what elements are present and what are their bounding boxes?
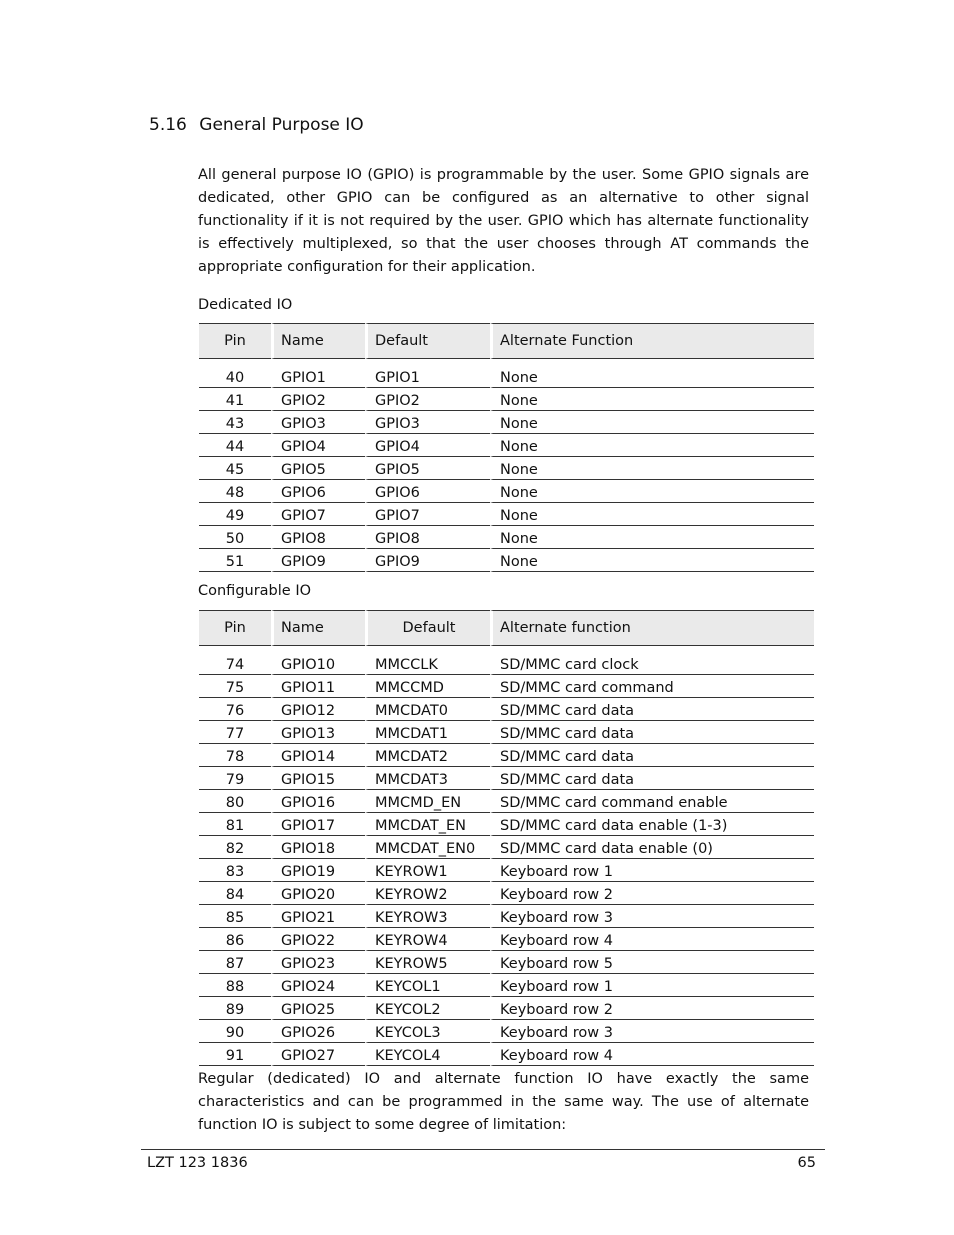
dedicated-io-body <box>199 359 814 572</box>
footer-divider <box>141 1149 825 1150</box>
cell-pin: 89 <box>199 997 271 1020</box>
table-row <box>199 790 814 813</box>
table-row <box>199 905 814 928</box>
cell-alternate-function: None <box>490 365 814 388</box>
cell-alternate-function: None <box>490 434 814 457</box>
cell-name: GPIO3 <box>271 411 365 434</box>
cell-default: GPIO8 <box>365 526 490 549</box>
cell-pin: 88 <box>199 974 271 997</box>
cell-alternate-function: SD/MMC card data enable (0) <box>490 836 814 859</box>
intro-paragraph: All general purpose IO (GPIO) is programmable by the user. Some GPIO signals are dedicated, other GPIO can be configured as an alternative to other signal functionality if it is not required by the user. GPIO which has alternate functionality is effectively multiplexed, so that the user chooses through AT commands the appropriate configuration for their application. <box>198 167 809 275</box>
cell-pin: 74 <box>199 652 271 675</box>
table-row <box>199 411 814 434</box>
table-row <box>199 675 814 698</box>
cell-alternate-function: SD/MMC card data <box>490 698 814 721</box>
cell-alternate-function: Keyboard row 2 <box>490 882 814 905</box>
header-default: Default <box>365 323 490 359</box>
cell-alternate-function: None <box>490 411 814 434</box>
cell-default: KEYROW3 <box>365 905 490 928</box>
cell-pin: 45 <box>199 457 271 480</box>
cell-alternate-function: Keyboard row 3 <box>490 1020 814 1043</box>
cell-alternate-function: Keyboard row 4 <box>490 1043 814 1066</box>
configurable-io-label: Configurable IO <box>198 583 312 599</box>
cell-pin: 84 <box>199 882 271 905</box>
cell-alternate-function: None <box>490 526 814 549</box>
cell-name: GPIO23 <box>271 951 365 974</box>
table-row <box>199 928 814 951</box>
footer-doc-number: LZT 123 1836 <box>147 1155 248 1171</box>
configurable-io-body <box>199 646 814 1066</box>
table-row <box>199 652 814 675</box>
cell-default: MMCDAT0 <box>365 698 490 721</box>
cell-alternate-function: None <box>490 503 814 526</box>
cell-default: MMCDAT2 <box>365 744 490 767</box>
cell-default: MMCDAT3 <box>365 767 490 790</box>
cell-pin: 44 <box>199 434 271 457</box>
cell-name: GPIO24 <box>271 974 365 997</box>
cell-name: GPIO25 <box>271 997 365 1020</box>
header-pin: Pin <box>199 610 271 646</box>
table-row <box>199 365 814 388</box>
cell-name: GPIO17 <box>271 813 365 836</box>
cell-alternate-function: None <box>490 388 814 411</box>
cell-default: GPIO2 <box>365 388 490 411</box>
cell-pin: 40 <box>199 365 271 388</box>
cell-name: GPIO12 <box>271 698 365 721</box>
cell-pin: 81 <box>199 813 271 836</box>
cell-alternate-function: None <box>490 457 814 480</box>
dedicated-io-table <box>199 323 814 572</box>
cell-name: GPIO18 <box>271 836 365 859</box>
cell-name: GPIO2 <box>271 388 365 411</box>
table-row <box>199 813 814 836</box>
cell-pin: 86 <box>199 928 271 951</box>
section-heading <box>149 115 364 135</box>
cell-pin: 90 <box>199 1020 271 1043</box>
table-row <box>199 951 814 974</box>
dedicated-io-label: Dedicated IO <box>198 297 293 313</box>
cell-default: GPIO6 <box>365 480 490 503</box>
cell-alternate-function: Keyboard row 5 <box>490 951 814 974</box>
cell-pin: 50 <box>199 526 271 549</box>
cell-name: GPIO7 <box>271 503 365 526</box>
cell-default: KEYCOL3 <box>365 1020 490 1043</box>
cell-default: GPIO5 <box>365 457 490 480</box>
cell-pin: 79 <box>199 767 271 790</box>
cell-name: GPIO13 <box>271 721 365 744</box>
cell-name: GPIO20 <box>271 882 365 905</box>
header-name: Name <box>271 610 365 646</box>
cell-default: GPIO3 <box>365 411 490 434</box>
cell-pin: 83 <box>199 859 271 882</box>
cell-default: KEYCOL4 <box>365 1043 490 1066</box>
cell-pin: 76 <box>199 698 271 721</box>
cell-name: GPIO21 <box>271 905 365 928</box>
cell-pin: 51 <box>199 549 271 572</box>
table-row <box>199 997 814 1020</box>
header-name: Name <box>271 323 365 359</box>
cell-alternate-function: SD/MMC card data <box>490 744 814 767</box>
cell-name: GPIO27 <box>271 1043 365 1066</box>
cell-name: GPIO6 <box>271 480 365 503</box>
cell-name: GPIO10 <box>271 652 365 675</box>
table-row <box>199 882 814 905</box>
table-row <box>199 434 814 457</box>
cell-pin: 91 <box>199 1043 271 1066</box>
cell-pin: 49 <box>199 503 271 526</box>
table-row <box>199 767 814 790</box>
configurable-io-table <box>199 610 814 1066</box>
cell-default: MMCDAT1 <box>365 721 490 744</box>
cell-pin: 75 <box>199 675 271 698</box>
section-number: 5.16 <box>149 115 187 135</box>
table-row <box>199 388 814 411</box>
table-row <box>199 503 814 526</box>
cell-default: KEYCOL2 <box>365 997 490 1020</box>
cell-name: GPIO16 <box>271 790 365 813</box>
section-title: General Purpose IO <box>199 115 364 135</box>
cell-alternate-function: Keyboard row 2 <box>490 997 814 1020</box>
cell-default: KEYROW5 <box>365 951 490 974</box>
cell-default: GPIO4 <box>365 434 490 457</box>
cell-alternate-function: SD/MMC card clock <box>490 652 814 675</box>
table-row <box>199 836 814 859</box>
cell-name: GPIO4 <box>271 434 365 457</box>
cell-pin: 78 <box>199 744 271 767</box>
cell-alternate-function: SD/MMC card data enable (1-3) <box>490 813 814 836</box>
table-row <box>199 721 814 744</box>
table-row <box>199 974 814 997</box>
cell-alternate-function: Keyboard row 1 <box>490 859 814 882</box>
cell-alternate-function: Keyboard row 3 <box>490 905 814 928</box>
cell-pin: 87 <box>199 951 271 974</box>
cell-default: KEYROW2 <box>365 882 490 905</box>
cell-alternate-function: None <box>490 480 814 503</box>
cell-default: MMCCMD <box>365 675 490 698</box>
cell-name: GPIO15 <box>271 767 365 790</box>
header-alternate-function: Alternate Function <box>490 323 814 359</box>
table-row <box>199 457 814 480</box>
cell-name: GPIO19 <box>271 859 365 882</box>
table-row <box>199 1020 814 1043</box>
cell-pin: 77 <box>199 721 271 744</box>
cell-pin: 82 <box>199 836 271 859</box>
header-pin: Pin <box>199 323 271 359</box>
cell-pin: 41 <box>199 388 271 411</box>
cell-default: GPIO1 <box>365 365 490 388</box>
cell-name: GPIO14 <box>271 744 365 767</box>
cell-alternate-function: Keyboard row 4 <box>490 928 814 951</box>
table-row <box>199 526 814 549</box>
cell-pin: 80 <box>199 790 271 813</box>
cell-pin: 43 <box>199 411 271 434</box>
table-row <box>199 698 814 721</box>
outro-paragraph: Regular (dedicated) IO and alternate function IO have exactly the same characteristics and can be programmed in the same way. The use of alternate function IO is subject to some degree of limitation: <box>198 1071 809 1133</box>
cell-alternate-function: None <box>490 549 814 572</box>
cell-default: MMCDAT_EN <box>365 813 490 836</box>
cell-default: KEYROW4 <box>365 928 490 951</box>
footer-page-number: 65 <box>797 1155 816 1171</box>
cell-default: MMCMD_EN <box>365 790 490 813</box>
header-default: Default <box>365 610 490 646</box>
cell-pin: 48 <box>199 480 271 503</box>
cell-name: GPIO11 <box>271 675 365 698</box>
table-row <box>199 480 814 503</box>
cell-name: GPIO26 <box>271 1020 365 1043</box>
cell-name: GPIO1 <box>271 365 365 388</box>
table-header-row <box>199 610 814 646</box>
cell-alternate-function: SD/MMC card data <box>490 721 814 744</box>
cell-name: GPIO22 <box>271 928 365 951</box>
cell-default: KEYCOL1 <box>365 974 490 997</box>
cell-alternate-function: SD/MMC card command <box>490 675 814 698</box>
cell-alternate-function: SD/MMC card command enable <box>490 790 814 813</box>
table-header-row <box>199 323 814 359</box>
table-row <box>199 1043 814 1066</box>
table-row <box>199 859 814 882</box>
cell-name: GPIO9 <box>271 549 365 572</box>
header-alternate-function: Alternate function <box>490 610 814 646</box>
cell-alternate-function: Keyboard row 1 <box>490 974 814 997</box>
cell-default: GPIO9 <box>365 549 490 572</box>
cell-name: GPIO5 <box>271 457 365 480</box>
cell-default: KEYROW1 <box>365 859 490 882</box>
cell-default: MMCCLK <box>365 652 490 675</box>
cell-alternate-function: SD/MMC card data <box>490 767 814 790</box>
cell-default: MMCDAT_EN0 <box>365 836 490 859</box>
cell-name: GPIO8 <box>271 526 365 549</box>
table-row <box>199 549 814 572</box>
table-row <box>199 744 814 767</box>
cell-default: GPIO7 <box>365 503 490 526</box>
cell-pin: 85 <box>199 905 271 928</box>
